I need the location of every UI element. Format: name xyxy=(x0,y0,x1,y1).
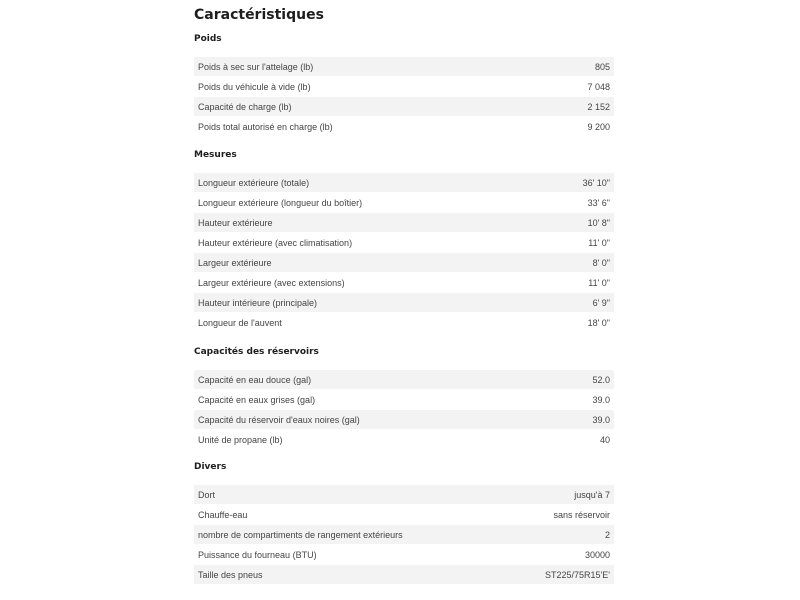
table-row xyxy=(194,213,614,233)
row-value: 36' 10" xyxy=(582,177,610,188)
row-label: Taille des pneus xyxy=(198,569,263,580)
row-label: Largeur extérieure (avec extensions) xyxy=(198,277,345,288)
table-row xyxy=(194,505,614,525)
row-label: Longueur extérieure (totale) xyxy=(198,177,310,188)
row-label: Longueur extérieure (longueur du boîtier) xyxy=(198,197,363,208)
row-label: Unité de propane (lb) xyxy=(198,434,283,445)
row-value: 39.0 xyxy=(592,394,610,405)
row-value: jusqu'à 7 xyxy=(574,489,610,500)
row-label: Dort xyxy=(198,489,216,500)
row-value: 2 152 xyxy=(587,101,610,112)
table-row xyxy=(194,390,614,410)
table-row xyxy=(194,273,614,293)
table-row xyxy=(194,193,614,213)
table-row xyxy=(194,525,614,545)
table-row xyxy=(194,77,614,97)
section-title: Capacités des réservoirs xyxy=(194,347,319,357)
table-row xyxy=(194,97,614,117)
section-title: Poids xyxy=(194,34,222,44)
spec-table xyxy=(194,57,614,137)
row-value: 805 xyxy=(594,61,610,72)
row-label: Capacité de charge (lb) xyxy=(198,101,292,112)
row-label: Hauteur extérieure (avec climatisation) xyxy=(198,237,353,248)
row-value: 39.0 xyxy=(592,414,610,425)
table-row xyxy=(194,57,614,77)
table-row xyxy=(194,430,614,450)
section-title: Mesures xyxy=(194,150,237,160)
row-value: 33' 6" xyxy=(587,197,610,208)
row-label: Capacité en eau douce (gal) xyxy=(198,374,312,385)
row-label: Hauteur intérieure (principale) xyxy=(198,297,318,308)
row-value: 10' 8" xyxy=(587,217,610,228)
row-value: 9 200 xyxy=(587,121,610,132)
row-value: 11' 0" xyxy=(588,277,610,288)
row-value: ST225/75R15'E' xyxy=(545,569,610,580)
spec-table xyxy=(194,485,614,585)
row-label: Poids total autorisé en charge (lb) xyxy=(198,121,333,132)
spec-table xyxy=(194,173,614,333)
section-weights xyxy=(194,33,614,137)
table-row xyxy=(194,293,614,313)
row-label: Longueur de l'auvent xyxy=(198,317,282,328)
row-value: 6' 9" xyxy=(592,297,610,308)
section-tank-capacities xyxy=(194,346,614,450)
page-title: Caractéristiques xyxy=(194,7,324,23)
row-value: sans réservoir xyxy=(553,509,610,520)
row-label: Hauteur extérieure xyxy=(198,217,273,228)
section-miscellaneous xyxy=(194,461,614,585)
row-label: Poids à sec sur l'attelage (lb) xyxy=(198,61,314,72)
row-label: Largeur extérieure xyxy=(198,257,272,268)
row-label: Capacité en eaux grises (gal) xyxy=(198,394,316,405)
table-row xyxy=(194,173,614,193)
row-value: 52.0 xyxy=(592,374,610,385)
row-label: Poids du véhicule à vide (lb) xyxy=(198,81,311,92)
table-row xyxy=(194,565,614,585)
row-label: Puissance du fourneau (BTU) xyxy=(198,549,317,560)
specifications-panel xyxy=(194,0,614,580)
row-value: 40 xyxy=(599,434,610,445)
row-value: 2 xyxy=(604,529,610,540)
row-label: Capacité du réservoir d'eaux noires (gal) xyxy=(198,414,360,425)
table-row xyxy=(194,370,614,390)
table-row xyxy=(194,253,614,273)
row-value: 7 048 xyxy=(587,81,610,92)
spec-table xyxy=(194,370,614,450)
table-row xyxy=(194,117,614,137)
row-label: nombre de compartiments de rangement extérieurs xyxy=(198,529,403,540)
row-value: 8' 0" xyxy=(592,257,610,268)
table-row xyxy=(194,545,614,565)
row-value: 30000 xyxy=(584,549,610,560)
table-row xyxy=(194,410,614,430)
table-row xyxy=(194,313,614,333)
table-row xyxy=(194,485,614,505)
row-value: 18' 0" xyxy=(587,317,610,328)
row-label: Chauffe-eau xyxy=(198,509,248,520)
section-measurements xyxy=(194,149,614,333)
table-row xyxy=(194,233,614,253)
section-title: Divers xyxy=(194,462,227,472)
row-value: 11' 0" xyxy=(588,237,610,248)
